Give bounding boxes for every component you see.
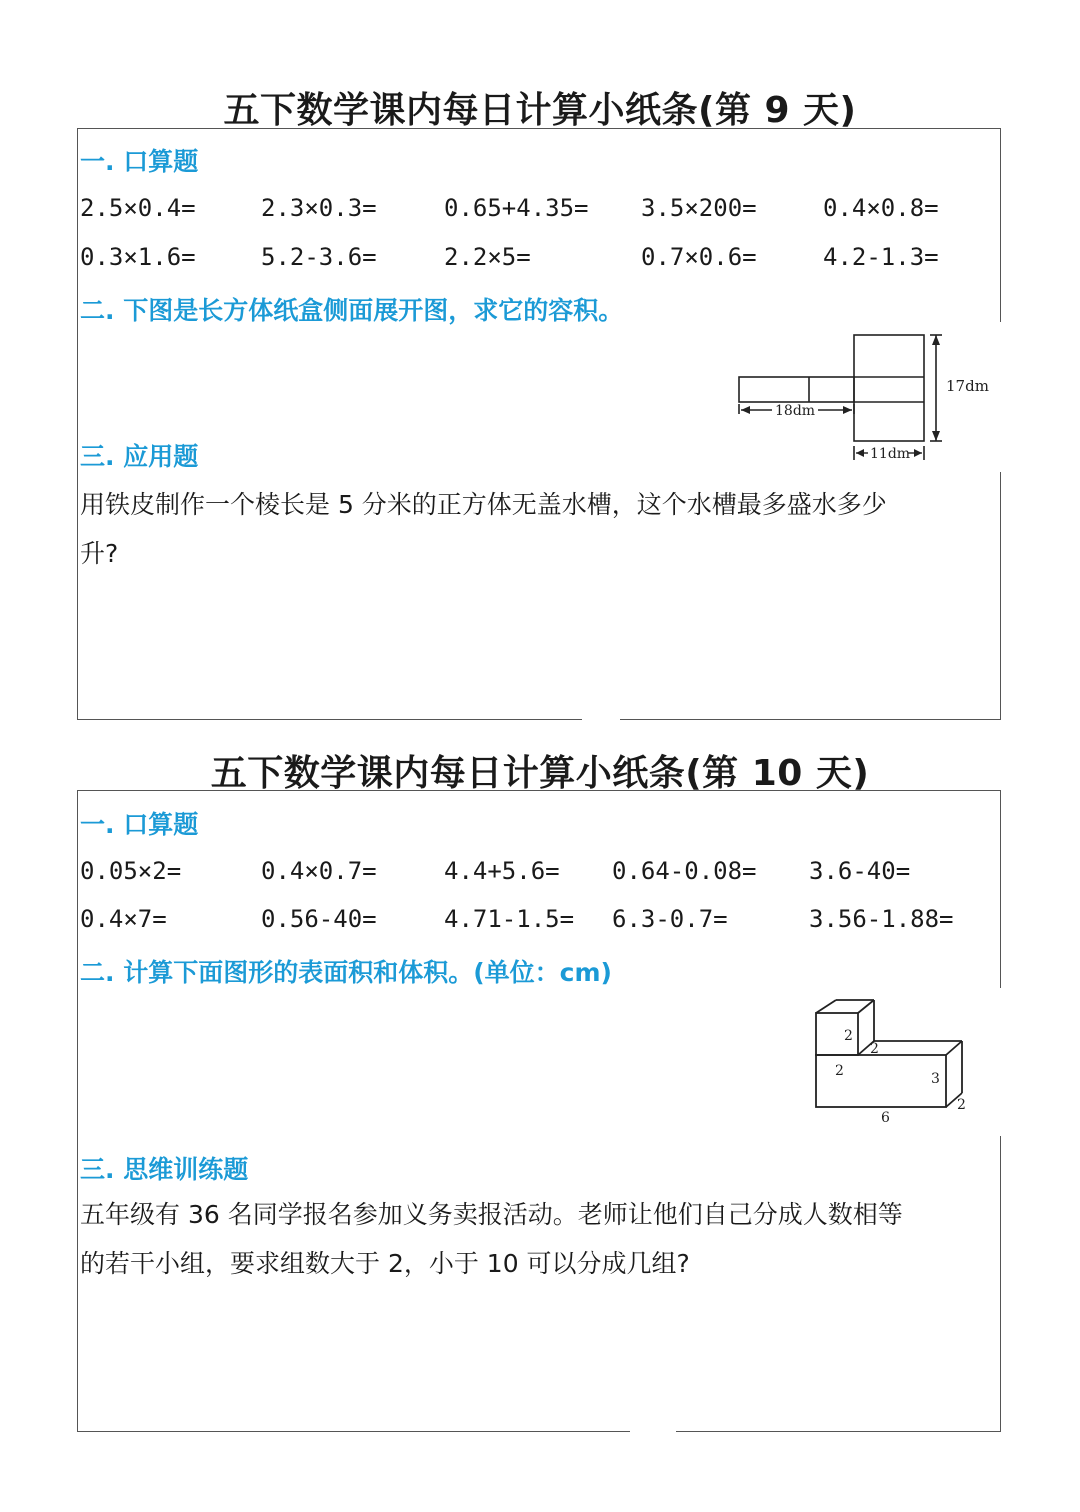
oral-question: 3.5×200= <box>641 194 757 222</box>
oral-question: 0.56-40= <box>261 905 377 933</box>
oral-question: 2.3×0.3= <box>261 194 377 222</box>
box-net-diagram <box>730 328 989 468</box>
oral-question: 0.64-0.08= <box>612 857 757 885</box>
problem-line: 五年级有 36 名同学报名参加义务卖报活动。老师让他们自己分成人数相等 <box>80 1200 903 1229</box>
oral-question: 0.4×0.7= <box>261 857 377 885</box>
oral-question: 0.3×1.6= <box>80 243 196 271</box>
oral-question: 3.6-40= <box>809 857 911 885</box>
oral-question: 0.7×0.6= <box>641 243 757 271</box>
oral-question: 2.2×5= <box>444 243 531 271</box>
dimension-label: 18dm <box>775 403 816 419</box>
page-title-day10: 五下数学课内每日计算小纸条(第 10 天) <box>210 753 870 794</box>
dimension-label: 17dm <box>946 377 989 395</box>
oral-question: 0.65+4.35= <box>444 194 589 222</box>
oral-question: 4.71-1.5= <box>444 905 575 933</box>
problem-line: 的若干小组，要求组数大于 2，小于 10 可以分成几组? <box>80 1249 690 1278</box>
section-heading-oral: 一. 口算题 <box>80 147 199 176</box>
problem-line: 用铁皮制作一个棱长是 5 分米的正方体无盖水槽，这个水槽最多盛水多少 <box>80 490 887 519</box>
dimension-label: 3 <box>931 1071 940 1087</box>
problem-text <box>80 480 1005 578</box>
dimension-label: 2 <box>870 1041 879 1057</box>
oral-question: 0.4×0.8= <box>823 194 939 222</box>
section-heading-oral: 一. 口算题 <box>80 810 199 839</box>
oral-question: 6.3-0.7= <box>612 905 728 933</box>
dimension-label: 2 <box>835 1063 844 1079</box>
oral-question: 5.2-3.6= <box>261 243 377 271</box>
composite-solid-diagram <box>806 993 978 1128</box>
oral-question: 4.4+5.6= <box>444 857 560 885</box>
dimension-label: 2 <box>844 1028 853 1044</box>
dimension-label: 6 <box>881 1110 890 1126</box>
section-heading-figure: 二. 计算下面图形的表面积和体积。(单位：cm) <box>80 958 612 987</box>
problem-text <box>80 1190 1005 1288</box>
section-heading-application: 三. 应用题 <box>80 442 199 471</box>
dimension-label: 11dm <box>870 446 911 462</box>
oral-question: 0.05×2= <box>80 857 182 885</box>
section-heading-thinking: 三. 思维训练题 <box>80 1155 249 1184</box>
oral-question: 3.56-1.88= <box>809 905 954 933</box>
problem-line: 升? <box>80 539 119 568</box>
oral-question: 0.4×7= <box>80 905 167 933</box>
oral-question: 4.2-1.3= <box>823 243 939 271</box>
oral-question: 2.5×0.4= <box>80 194 196 222</box>
page-title-day9: 五下数学课内每日计算小纸条(第 9 天) <box>223 90 857 131</box>
section-heading-figure: 二. 下图是长方体纸盒侧面展开图，求它的容积。 <box>80 296 624 325</box>
dimension-label: 2 <box>957 1097 966 1113</box>
